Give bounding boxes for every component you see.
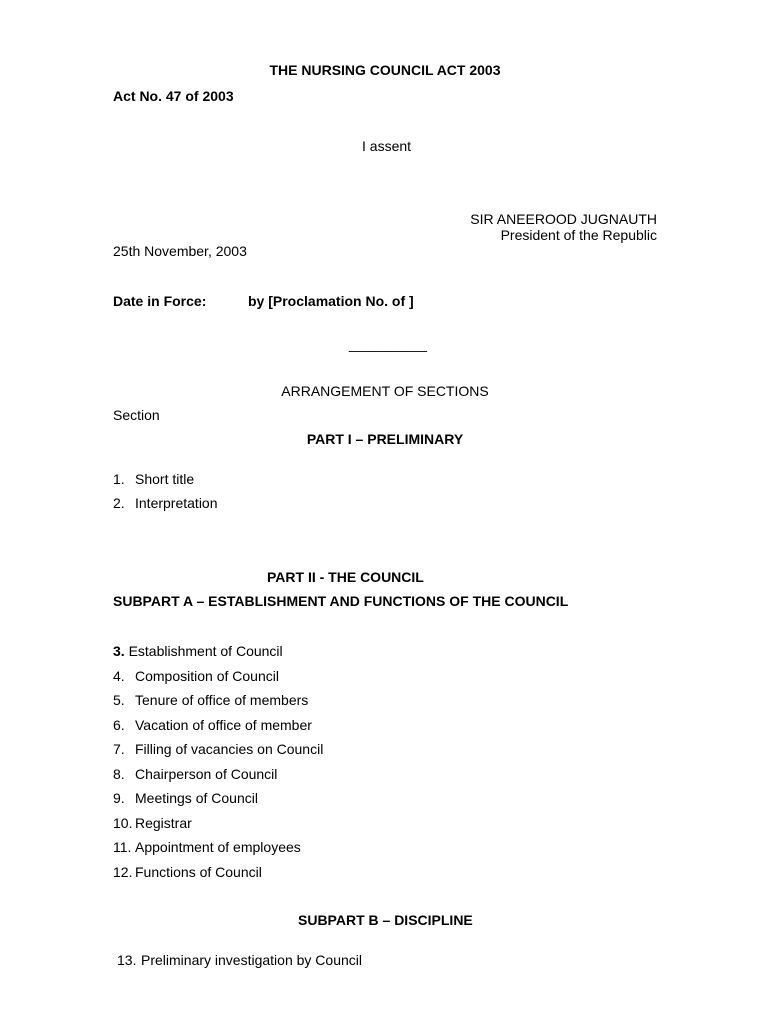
section-item: [113, 815, 192, 831]
date-in-force-value: by [Proclamation No. of ]: [248, 293, 414, 309]
section-number: 10.: [113, 815, 133, 831]
section-item: [113, 790, 258, 806]
section-title: Filling of vacancies on Council: [135, 741, 324, 757]
section-item: [113, 717, 312, 733]
section-item: [113, 864, 262, 880]
part-2-heading: PART II - THE COUNCIL: [267, 569, 424, 585]
section-number: 7.: [113, 741, 125, 757]
section-item: [113, 766, 277, 782]
section-item: [113, 495, 218, 511]
subpart-b-heading: SUBPART B – DISCIPLINE: [298, 912, 473, 928]
section-item: [113, 471, 194, 487]
arrangement-heading: ARRANGEMENT OF SECTIONS: [281, 383, 489, 399]
section-title: Appointment of employees: [135, 839, 301, 855]
section-number: 9.: [113, 790, 125, 806]
section-number: 6.: [113, 717, 125, 733]
section-number: 1.: [113, 471, 125, 487]
assent-date: 25th November, 2003: [113, 243, 247, 259]
section-number: 8.: [113, 766, 125, 782]
section-number: 4.: [113, 668, 125, 684]
section-item: [113, 692, 308, 708]
signatory-name: SIR ANEEROOD JUGNAUTH: [470, 211, 657, 227]
section-number: 3.: [113, 643, 125, 659]
section-title: Vacation of office of member: [135, 717, 312, 733]
date-in-force-label: Date in Force:: [113, 293, 207, 309]
part-1-heading: PART I – PRELIMINARY: [306, 431, 464, 447]
section-item: [117, 952, 362, 968]
section-item: [113, 643, 283, 659]
separator-line: __________: [349, 336, 427, 352]
subpart-a-heading: SUBPART A – ESTABLISHMENT AND FUNCTIONS OF THE COUNCIL: [113, 593, 569, 609]
assent-text: I assent: [362, 138, 412, 154]
signatory-title: President of the Republic: [500, 227, 657, 243]
section-title: Composition of Council: [135, 668, 279, 684]
act-title: THE NURSING COUNCIL ACT 2003: [269, 62, 501, 78]
section-number: 12.: [113, 864, 133, 880]
section-item: [113, 668, 279, 684]
act-number: Act No. 47 of 2003: [113, 88, 234, 104]
section-number: 5.: [113, 692, 125, 708]
section-title: Establishment of Council: [124, 643, 283, 659]
section-title: Chairperson of Council: [135, 766, 278, 782]
section-title: Short title: [135, 471, 195, 487]
section-title: Preliminary investigation by Council: [141, 952, 362, 968]
section-title: Interpretation: [135, 495, 218, 511]
section-number: 2.: [113, 495, 125, 511]
section-title: Functions of Council: [135, 864, 262, 880]
section-label: Section: [113, 407, 160, 423]
section-number: 11.: [113, 839, 132, 855]
section-title: Registrar: [135, 815, 192, 831]
section-title: Meetings of Council: [135, 790, 258, 806]
section-item: [113, 839, 301, 855]
section-title: Tenure of office of members: [135, 692, 309, 708]
section-number: 13.: [117, 952, 137, 968]
section-item: [113, 741, 323, 757]
